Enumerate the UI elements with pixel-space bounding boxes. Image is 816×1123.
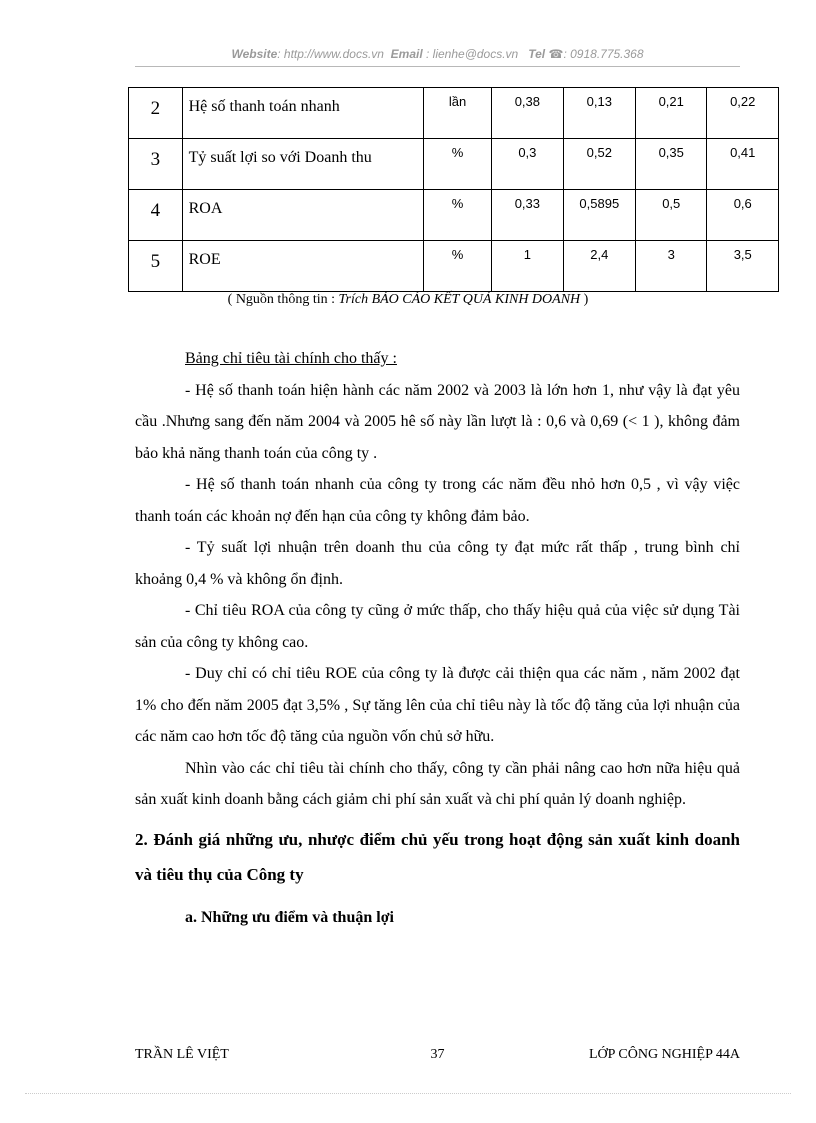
value-cell: 0,13: [563, 88, 635, 139]
indicator-name: ROE: [182, 241, 423, 292]
value-cell: 0,52: [563, 139, 635, 190]
row-number: 4: [129, 190, 183, 241]
email-label: Email: [390, 47, 423, 61]
page-header: [135, 47, 740, 61]
indicator-unit: %: [423, 139, 491, 190]
value-cell: 0,5895: [563, 190, 635, 241]
paragraph: - Tỷ suất lợi nhuận trên doanh thu của công ty đạt mức rất thấp , trung bình chỉ khoảng 0,4 % và không ổn định.: [135, 539, 740, 588]
row-number: 2: [129, 88, 183, 139]
paragraph: - Hệ số thanh toán hiện hành các năm 2002 và 2003 là lớn hơn 1, như vậy là đạt yêu cầu .Nhưng sang đến năm 2004 và 2005 hê số này lần lượt là : 0,6 và 0,69 (< 1 ), không đảm bảo khả năng thanh toán của công ty .: [135, 381, 740, 462]
footer-class: LỚP CÔNG NGHIỆP 44A: [588, 1047, 740, 1062]
value-cell: 0,38: [492, 88, 563, 139]
indicator-unit: %: [423, 241, 491, 292]
website-value: : http://www.docs.vn: [277, 47, 384, 61]
section-heading: 2. Đánh giá những ưu, nhược điểm chủ yếu trong hoạt động sản xuất kinh doanh và tiêu thụ của Công ty: [135, 829, 740, 884]
footer-author: TRẦN LÊ VIỆT: [135, 1047, 229, 1062]
page-footer: [135, 1047, 740, 1063]
table-row: [129, 139, 779, 190]
value-cell: 0,35: [635, 139, 706, 190]
value-cell: 0,22: [707, 88, 779, 139]
indicator-unit: %: [423, 190, 491, 241]
body-text: [135, 343, 740, 933]
website-label: Website: [231, 47, 278, 61]
financial-indicators-table: [128, 87, 779, 292]
row-number: 3: [129, 139, 183, 190]
value-cell: 0,6: [707, 190, 779, 241]
value-cell: 0,41: [707, 139, 779, 190]
header-rule: [135, 66, 740, 67]
email-value: : lienhe@docs.vn: [426, 47, 519, 61]
tel-label: Tel: [528, 47, 546, 61]
page-bottom-rule: [25, 1093, 791, 1094]
source-title: Trích BÁO CÁO KẾT QUẢ KINH DOANH: [338, 292, 581, 307]
section-subtitle: Bảng chỉ tiêu tài chính cho thấy :: [185, 350, 397, 367]
table-row: [129, 88, 779, 139]
table-row: [129, 241, 779, 292]
indicator-name: Tỷ suất lợi so với Doanh thu: [182, 139, 423, 190]
paragraph: - Duy chỉ có chỉ tiêu ROE của công ty là được cải thiện qua các năm , năm 2002 đạt 1% cho đến năm 2005 đạt 3,5% , Sự tăng lên của chỉ tiêu này là tốc độ tăng của lợi nhuận của các năm cao hơn tốc độ tăng của nguồn vốn chủ sở hữu.: [135, 665, 740, 745]
indicator-unit: lần: [423, 88, 491, 139]
indicator-name: Hệ số thanh toán nhanh: [182, 88, 423, 139]
value-cell: 3: [635, 241, 706, 292]
table-row: [129, 190, 779, 241]
paragraph: Nhìn vào các chỉ tiêu tài chính cho thấy, công ty cần phải nâng cao hơn nữa hiệu quả sản xuất kinh doanh bằng cách giảm chi phí sản xuất và chi phí quản lý doanh nghiệp.: [135, 759, 740, 808]
value-cell: 0,21: [635, 88, 706, 139]
page-number: 37: [430, 1047, 445, 1062]
value-cell: 1: [492, 241, 563, 292]
phone-icon: ☎: [548, 47, 564, 61]
table-source-note: [0, 292, 816, 308]
tel-value: : 0918.775.368: [563, 47, 644, 61]
subsection-heading: a. Những ưu điểm và thuận lợi: [185, 908, 394, 926]
row-number: 5: [129, 241, 183, 292]
value-cell: 0,33: [492, 190, 563, 241]
value-cell: 2,4: [563, 241, 635, 292]
paragraph: - Chỉ tiêu ROA của công ty cũng ở mức thấp, cho thấy hiệu quả của việc sử dụng Tài sản của công ty không cao.: [135, 602, 740, 651]
value-cell: 0,5: [635, 190, 706, 241]
value-cell: 3,5: [707, 241, 779, 292]
paragraph: - Hệ số thanh toán nhanh của công ty trong các năm đều nhỏ hơn 0,5 , vì vậy việc thanh toán các khoản nợ đến hạn của công ty không đảm bảo.: [135, 476, 740, 525]
source-suffix: ): [580, 292, 589, 307]
source-prefix: ( Nguồn thông tin :: [227, 292, 339, 307]
value-cell: 0,3: [492, 139, 563, 190]
indicator-name: ROA: [182, 190, 423, 241]
